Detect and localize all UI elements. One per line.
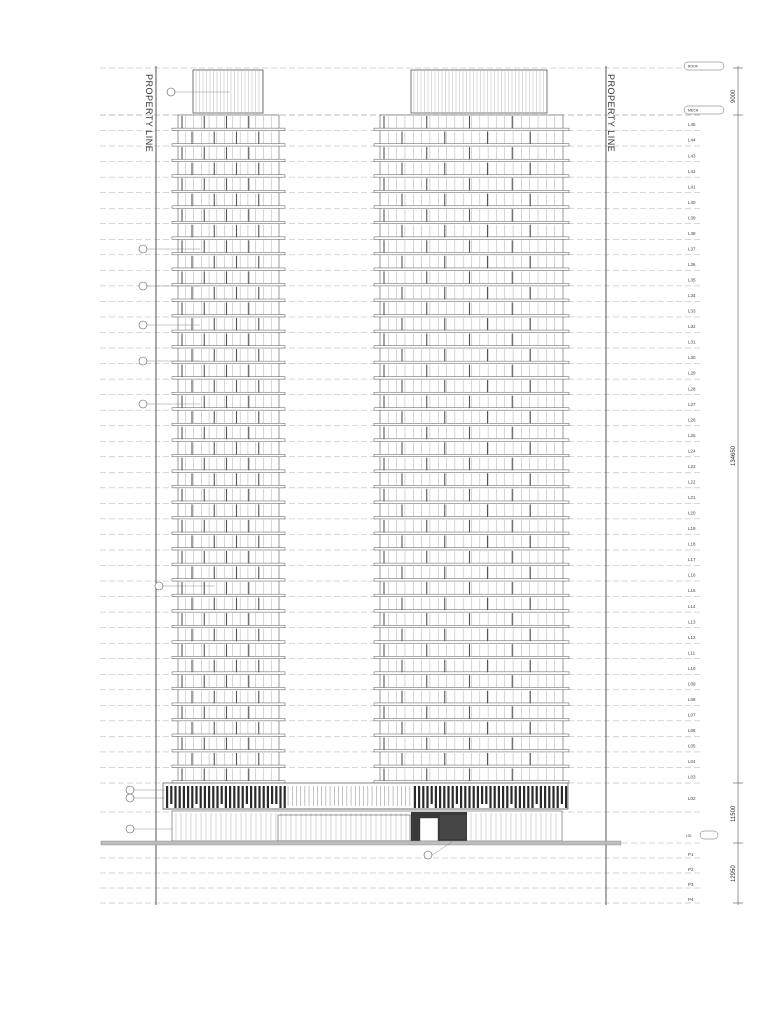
- level-tag: L15: [688, 588, 696, 594]
- balcony-slab: [374, 128, 569, 130]
- balcony-slab: [172, 159, 285, 161]
- dim-top: 9000: [731, 89, 737, 103]
- podium-fin: [363, 786, 364, 806]
- balcony-slab: [374, 470, 569, 472]
- svg-text:ROOF: ROOF: [688, 64, 699, 69]
- balcony-slab: [172, 765, 285, 767]
- podium-fin: [426, 786, 428, 808]
- level-tag: L27: [688, 401, 696, 407]
- level-tag: L09: [688, 681, 696, 687]
- svg-text:MECH: MECH: [688, 108, 699, 113]
- balcony-slab: [172, 672, 285, 674]
- level-tag: L25: [688, 432, 696, 438]
- property-line-label-left: PROPERTY LINE: [144, 74, 154, 153]
- tower-left: [172, 115, 285, 783]
- podium-fin: [523, 786, 525, 808]
- podium-fin: [552, 786, 554, 808]
- podium-fin: [183, 786, 185, 808]
- balcony-slab: [374, 687, 569, 689]
- balcony-slab: [374, 221, 569, 223]
- balcony-slab: [172, 470, 285, 472]
- podium-fin: [502, 786, 504, 808]
- level-tag: L21: [688, 495, 696, 501]
- podium-fin: [435, 786, 437, 808]
- balcony-slab: [374, 144, 569, 146]
- podium-fin: [527, 786, 529, 808]
- balcony-slab: [374, 610, 569, 612]
- podium-fin: [510, 786, 512, 804]
- balcony-slab: [172, 268, 285, 270]
- podium-fin: [254, 786, 256, 808]
- level-tag: L39: [688, 215, 696, 221]
- balcony-slab: [374, 641, 569, 643]
- podium-fin: [481, 786, 483, 804]
- level-tag: L26: [688, 417, 696, 423]
- balcony-slab: [172, 750, 285, 752]
- podium-fin: [393, 786, 394, 806]
- podium-fin: [439, 786, 441, 808]
- level-tag: L45: [688, 122, 696, 128]
- podium-fin: [443, 786, 445, 808]
- level-tag: P4: [688, 897, 694, 902]
- callout-bubble: [139, 321, 147, 329]
- balcony-slab: [374, 283, 569, 285]
- callout-bubble: [167, 88, 175, 96]
- balcony-slab: [374, 408, 569, 410]
- podium-ground-floor: [172, 811, 562, 841]
- podium-fin: [431, 786, 433, 804]
- tower-right: [374, 115, 569, 783]
- podium-fin: [195, 786, 197, 804]
- balcony-slab: [374, 315, 569, 317]
- balcony-slab: [172, 687, 285, 689]
- podium-fin: [317, 786, 318, 806]
- grade-line: [101, 841, 621, 845]
- podium-fin: [246, 786, 248, 804]
- level-tag: L40: [688, 199, 696, 205]
- podium-fin: [191, 786, 193, 808]
- balcony-slab: [374, 501, 569, 503]
- podium-fin: [321, 786, 322, 806]
- level-tag: L35: [688, 277, 696, 283]
- level-tag: L03: [688, 774, 696, 780]
- level-tag: L34: [688, 293, 696, 299]
- podium-fin: [540, 786, 542, 808]
- podium-fin: [330, 786, 331, 806]
- podium-fin: [212, 786, 214, 808]
- balcony-slab: [172, 346, 285, 348]
- level-tag: L24: [688, 448, 696, 454]
- level-tag: L08: [688, 696, 696, 702]
- podium-fin: [401, 786, 402, 806]
- balcony-slab: [172, 517, 285, 519]
- podium-fin: [447, 786, 449, 808]
- balcony-slab: [172, 656, 285, 658]
- podium-fin: [258, 786, 260, 808]
- level-tag: L05: [688, 743, 696, 749]
- level-tag: L38: [688, 230, 696, 236]
- podium-fin: [279, 786, 281, 808]
- podium-fin: [284, 786, 286, 808]
- podium-fin: [473, 786, 475, 808]
- level-tag: L43: [688, 153, 696, 159]
- level-tag: L42: [688, 168, 696, 174]
- balcony-slab: [374, 532, 569, 534]
- podium-fin: [216, 786, 218, 808]
- balcony-slab: [172, 190, 285, 192]
- podium-fin: [489, 786, 491, 808]
- balcony-slab: [374, 517, 569, 519]
- podium-fin: [384, 786, 385, 806]
- balcony-slab: [172, 718, 285, 720]
- podium-fin: [561, 786, 563, 804]
- podium-fin: [422, 786, 424, 808]
- balcony-slab: [172, 361, 285, 363]
- balcony-slab: [374, 361, 569, 363]
- podium-fin: [292, 786, 293, 806]
- level-tag: L32: [688, 324, 696, 330]
- svg-text:L01: L01: [686, 834, 692, 838]
- level-tag: L20: [688, 510, 696, 516]
- callout-bubble: [126, 825, 134, 833]
- podium-fin: [355, 786, 356, 806]
- podium: [163, 783, 568, 841]
- balcony-slab: [374, 237, 569, 239]
- level-tag: L13: [688, 619, 696, 625]
- podium-fin: [536, 786, 538, 804]
- podium-fin: [565, 786, 567, 808]
- balcony-slab: [172, 237, 285, 239]
- mech-tag: [684, 106, 724, 114]
- callout-bubble: [424, 851, 432, 859]
- mech-penthouse-left: [193, 70, 263, 113]
- balcony-slab: [172, 423, 285, 425]
- balcony-slab: [374, 734, 569, 736]
- balcony-slab: [374, 750, 569, 752]
- balcony-slab: [172, 579, 285, 581]
- podium-fin: [519, 786, 521, 808]
- podium-fin: [557, 786, 559, 808]
- podium-fin: [414, 786, 416, 808]
- balcony-slab: [172, 625, 285, 627]
- podium-fin: [288, 786, 289, 806]
- podium-fin: [452, 786, 454, 808]
- level-tag: L14: [688, 603, 696, 609]
- balcony-slab: [374, 159, 569, 161]
- balcony-slab: [172, 532, 285, 534]
- callout-bubble: [139, 282, 147, 290]
- balcony-slab: [374, 330, 569, 332]
- podium-fin: [221, 786, 223, 804]
- balcony-slab: [172, 594, 285, 596]
- podium-fin: [208, 786, 210, 808]
- balcony-slab: [172, 315, 285, 317]
- balcony-slab: [172, 485, 285, 487]
- level-tag: L28: [688, 386, 696, 392]
- balcony-slab: [172, 283, 285, 285]
- balcony-slab: [172, 206, 285, 208]
- level-tag: L11: [688, 650, 696, 656]
- balcony-slab: [374, 656, 569, 658]
- balcony-slab: [374, 423, 569, 425]
- balcony-slab: [172, 144, 285, 146]
- podium-fin: [225, 786, 227, 808]
- balcony-slab: [374, 485, 569, 487]
- balcony-slab: [172, 454, 285, 456]
- podium-fin: [200, 786, 202, 808]
- dim-below-grade: 12950: [731, 865, 737, 882]
- balcony-slab: [172, 781, 285, 783]
- balcony-slab: [172, 252, 285, 254]
- dim-podium: 11500: [731, 805, 737, 822]
- podium-fin: [305, 786, 306, 806]
- balcony-slab: [374, 252, 569, 254]
- roof-tag: [684, 62, 724, 70]
- balcony-slab: [374, 346, 569, 348]
- podium-fin: [309, 786, 310, 806]
- balcony-slab: [172, 299, 285, 301]
- level-tag: P2: [688, 867, 694, 872]
- level-tag: P3: [688, 882, 694, 887]
- podium-fin: [347, 786, 348, 806]
- level-tag: L16: [688, 572, 696, 578]
- podium-fin: [179, 786, 181, 808]
- level-tag: L41: [688, 184, 696, 190]
- level-tag: L30: [688, 355, 696, 361]
- level-tag: L07: [688, 712, 696, 718]
- podium-fin: [506, 786, 508, 808]
- podium-fin: [267, 786, 269, 808]
- podium-fin: [263, 786, 265, 808]
- podium-fin: [368, 786, 369, 806]
- level-tag: L04: [688, 759, 696, 765]
- balcony-slab: [172, 501, 285, 503]
- podium-fin: [334, 786, 335, 806]
- podium-fin: [204, 786, 206, 808]
- level-tag: L33: [688, 308, 696, 314]
- podium-fin: [494, 786, 496, 808]
- podium-fin: [477, 786, 479, 808]
- podium-fin: [498, 786, 500, 808]
- balcony-slab: [374, 703, 569, 705]
- balcony-slab: [374, 268, 569, 270]
- balcony-slab: [374, 718, 569, 720]
- balcony-slab: [374, 594, 569, 596]
- podium-fin: [410, 786, 411, 806]
- podium-fin: [313, 786, 314, 806]
- callout-bubble: [139, 245, 147, 253]
- podium-fin: [359, 786, 360, 806]
- podium-fin: [275, 786, 277, 804]
- podium-fin: [237, 786, 239, 808]
- balcony-slab: [172, 641, 285, 643]
- balcony-slab: [172, 408, 285, 410]
- podium-fin: [544, 786, 546, 808]
- tower-body: [178, 115, 279, 783]
- balcony-slab: [374, 439, 569, 441]
- callout-bubble: [155, 582, 163, 590]
- level-tag: L18: [688, 541, 696, 547]
- podium-fin: [389, 786, 390, 806]
- level-tag: L17: [688, 557, 696, 563]
- balcony-slab: [172, 734, 285, 736]
- balcony-slab: [374, 206, 569, 208]
- podium-fin: [456, 786, 458, 804]
- balcony-slab: [172, 548, 285, 550]
- balcony-slab: [374, 563, 569, 565]
- podium-fin: [250, 786, 252, 808]
- podium-fin: [338, 786, 339, 806]
- level-tag: L06: [688, 728, 696, 734]
- dim-tower: 134650: [731, 445, 737, 466]
- podium-fin: [460, 786, 462, 808]
- podium-fin: [174, 786, 176, 808]
- level-tag: L31: [688, 339, 696, 345]
- podium-fin: [418, 786, 420, 808]
- balcony-slab: [374, 765, 569, 767]
- level-tag: L19: [688, 526, 696, 532]
- podium-fin: [300, 786, 301, 806]
- callout-bubble: [126, 786, 134, 794]
- podium-fin: [468, 786, 470, 808]
- balcony-slab: [374, 454, 569, 456]
- balcony-slab: [172, 330, 285, 332]
- balcony-slab: [172, 175, 285, 177]
- level-tag: L44: [688, 137, 696, 143]
- callout-bubble: [139, 357, 147, 365]
- balcony-slab: [172, 703, 285, 705]
- balcony-slab: [172, 563, 285, 565]
- callout-bubble: [126, 794, 134, 802]
- balcony-slab: [374, 548, 569, 550]
- podium-fin: [485, 786, 487, 804]
- level-tag: L36: [688, 261, 696, 267]
- balcony-slab: [172, 610, 285, 612]
- balcony-slab: [172, 221, 285, 223]
- balcony-slab: [374, 392, 569, 394]
- podium-fin: [351, 786, 352, 806]
- balcony-slab: [374, 579, 569, 581]
- balcony-slab: [172, 392, 285, 394]
- podium-fin: [548, 786, 550, 808]
- podium-fin: [170, 786, 172, 804]
- podium-fin: [372, 786, 373, 806]
- podium-fin: [376, 786, 377, 806]
- balcony-slab: [374, 625, 569, 627]
- property-line-label-right: PROPERTY LINE: [606, 74, 616, 153]
- podium-fin: [380, 786, 381, 806]
- podium-fin: [166, 786, 168, 808]
- podium-fin: [464, 786, 466, 808]
- level-tag: L37: [688, 246, 696, 252]
- podium-fin: [342, 786, 343, 806]
- dimension-strings: [731, 66, 743, 905]
- garage-entry: [411, 812, 467, 841]
- level-tag: P1: [688, 852, 694, 857]
- podium-fin: [271, 786, 273, 804]
- garage-door-opening: [420, 818, 438, 841]
- podium-fin: [326, 786, 327, 806]
- level-tag: L12: [688, 634, 696, 640]
- balcony-slab: [374, 299, 569, 301]
- balcony-slab: [172, 128, 285, 130]
- podium-fin: [397, 786, 398, 806]
- callout-bubble: [139, 400, 147, 408]
- ground-tag: [686, 831, 718, 839]
- podium-fin: [296, 786, 297, 806]
- balcony-slab: [172, 377, 285, 379]
- podium-fin: [515, 786, 517, 808]
- level-tag: L02: [688, 796, 696, 801]
- level-tag: L29: [688, 370, 696, 376]
- podium-fin: [229, 786, 231, 808]
- podium-fin: [405, 786, 406, 806]
- balcony-slab: [172, 439, 285, 441]
- balcony-slab: [374, 672, 569, 674]
- level-tag: L23: [688, 463, 696, 469]
- level-tag: L22: [688, 479, 696, 485]
- level-tag: L10: [688, 665, 696, 671]
- podium-fin: [187, 786, 189, 808]
- balcony-slab: [374, 175, 569, 177]
- balcony-slab: [374, 377, 569, 379]
- podium-fin: [233, 786, 235, 808]
- podium-fin: [242, 786, 244, 808]
- balcony-slab: [374, 781, 569, 783]
- podium-fin: [531, 786, 533, 808]
- balcony-slab: [374, 190, 569, 192]
